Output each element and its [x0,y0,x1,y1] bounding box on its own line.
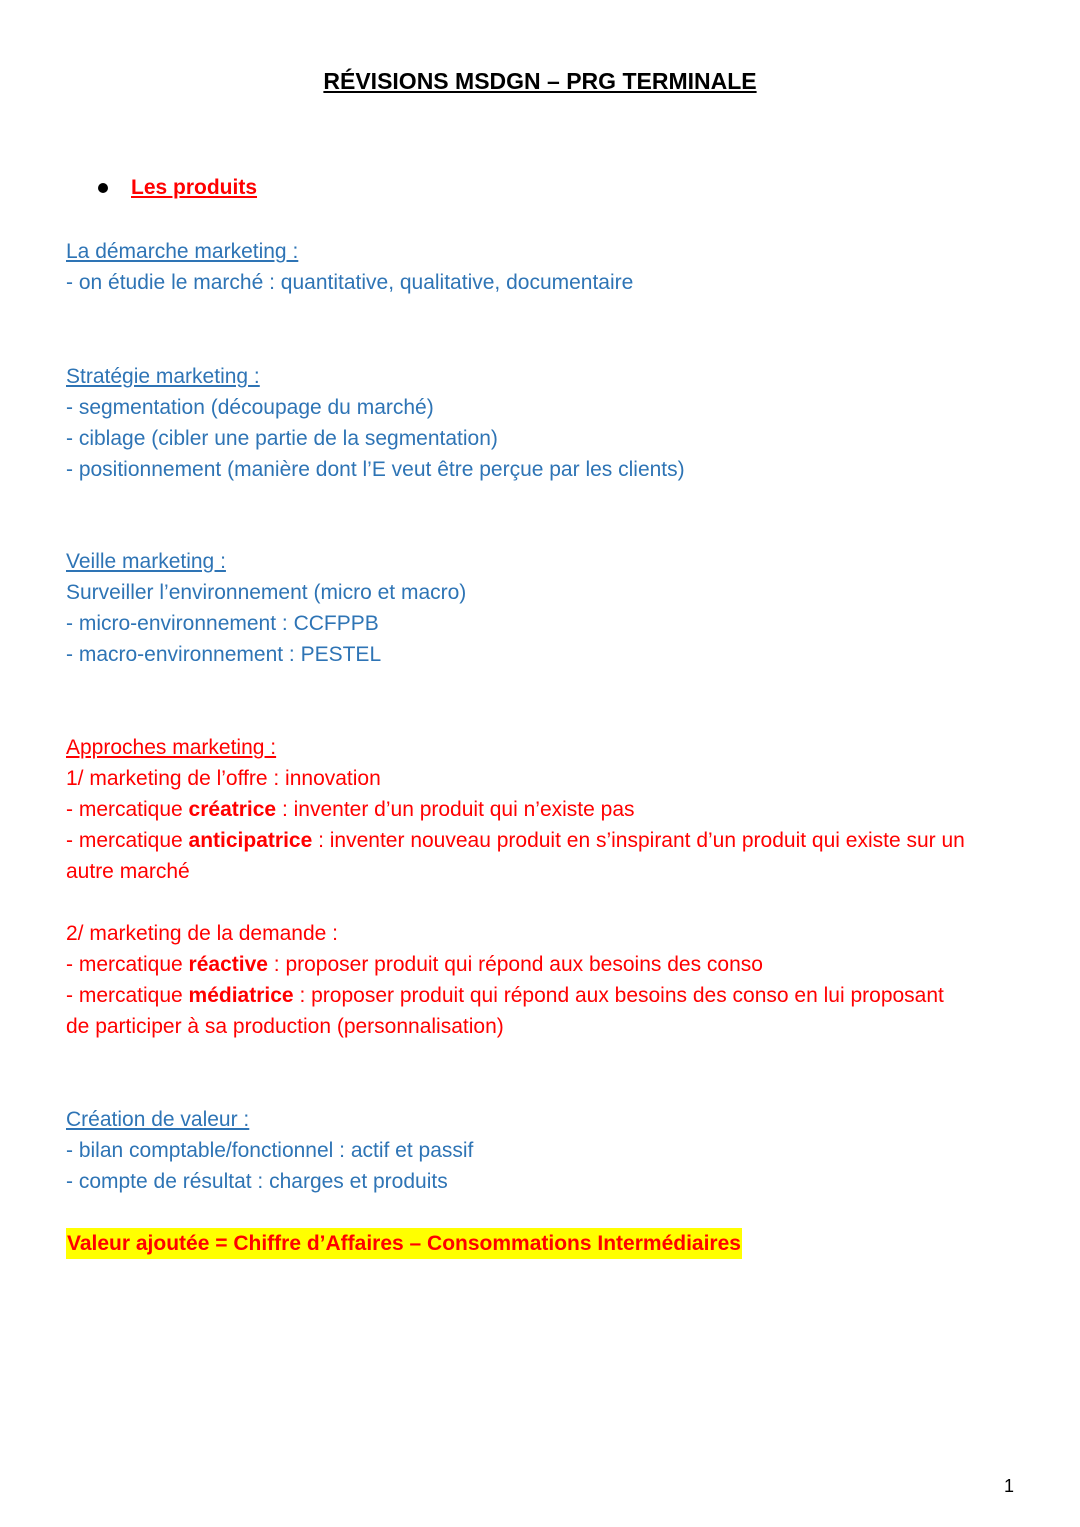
text-line: - ciblage (cibler une partie de la segmentation) [66,427,498,450]
text-line: - mercatique médiatrice : proposer produit qui répond aux besoins des conso en lui proposant de participer à sa production (personnalisation) [66,984,944,1038]
text-line: - segmentation (découpage du marché) [66,396,434,419]
section-heading: Stratégie marketing : [66,365,260,388]
section-veille [66,546,466,670]
text-line: - mercatique réactive : proposer produit qui répond aux besoins des conso [66,953,763,976]
bullet-label: Les produits [131,176,258,199]
text-line: - mercatique anticipatrice : inventer nouveau produit en s’inspirant d’un produit qui existe sur un autre marché [66,829,965,883]
text-line: Surveiller l’environnement (micro et macro) [66,581,467,604]
section-demarche [66,236,633,298]
text-line: - bilan comptable/fonctionnel : actif et passif [66,1139,474,1162]
section-heading: Création de valeur : [66,1108,250,1131]
subsection-title: 1/ marketing de l’offre : innovation [66,767,381,790]
text-line: - compte de résultat : charges et produits [66,1170,448,1193]
text-line: - macro-environnement : PESTEL [66,643,382,666]
formula-highlight: Valeur ajoutée = Chiffre d’Affaires – Consommations Intermédiaires [66,1228,742,1259]
subsection-title: 2/ marketing de la demande : [66,922,338,945]
text-line: - on étudie le marché : quantitative, qualitative, documentaire [66,271,634,294]
section-creation [66,1104,473,1197]
section-strategie [66,361,685,485]
bullet-dot-icon [98,183,108,193]
text-line: - micro-environnement : CCFPPB [66,612,379,635]
page-title: RÉVISIONS MSDGN – PRG TERMINALE [323,68,757,94]
section-heading: Approches marketing : [66,736,277,759]
text-line: - mercatique créatrice : inventer d’un produit qui n’existe pas [66,798,635,821]
section-approches [66,732,1016,1042]
section-heading: La démarche marketing : [66,240,299,263]
page-number: 1 [1003,1476,1014,1496]
section-heading: Veille marketing : [66,550,226,573]
section-bullet [98,176,257,200]
text-line: - positionnement (manière dont l’E veut être perçue par les clients) [66,458,685,481]
